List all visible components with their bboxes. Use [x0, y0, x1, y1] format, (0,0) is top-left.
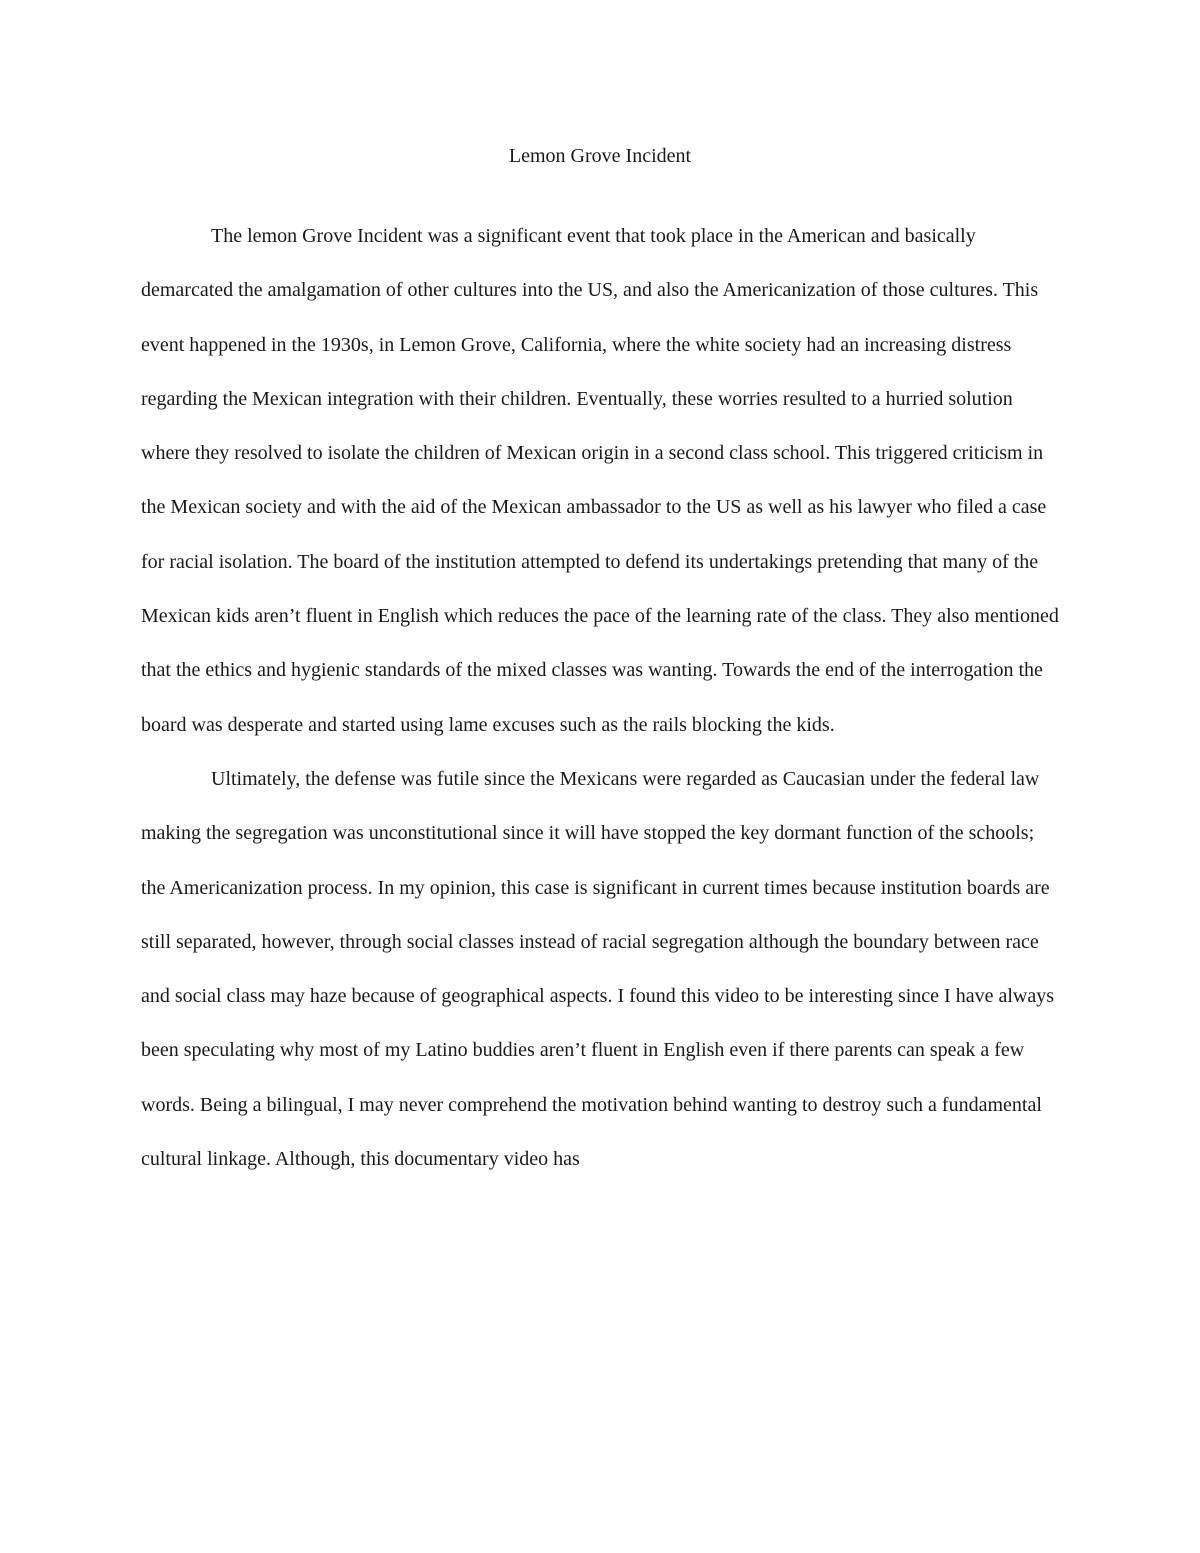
document-title: Lemon Grove Incident	[508, 145, 692, 167]
paragraph-2: Ultimately, the defense was futile since the Mexicans were regarded as Caucasian under the federal law making the segregation was unconstitutional since it will have stopped the key dormant function of the schools; the Americanization process. In my opinion, this case is significant in current times because institution boards are still separated, however, through social classes instead of racial segregation although the boundary between race and social class may haze because of geographical aspects. I found this video to be interesting since I have always been speculating why most of my Latino buddies aren’t fluent in English even if there parents can speak a few words. Being a bilingual, I may never comprehend the motivation behind wanting to destroy such a fundamental cultural linkage. Although, this documentary video has	[141, 767, 1055, 1171]
paragraph-1: The lemon Grove Incident was a significant event that took place in the American and basically demarcated the amalgamation of other cultures into the US, and also the Americanization of those cultures. This event happened in the 1930s, in Lemon Grove, California, where the white society had an increasing distress regarding the Mexican integration with their children. Eventually, these worries resulted to a hurried solution where they resolved to isolate the children of Mexican origin in a second class school. This triggered criticism in the Mexican society and with the aid of the Mexican ambassador to the US as well as his lawyer who filed a case for racial isolation. The board of the institution attempted to defend its undertakings pretending that many of the Mexican kids aren’t fluent in English which reduces the pace of the learning rate of the class. They also mentioned that the ethics and hygienic standards of the mixed classes was wanting. Towards the end of the interrogation the board was desperate and started using lame excuses such as the rails blocking the kids.	[141, 225, 1059, 736]
document-body	[141, 209, 1059, 1186]
